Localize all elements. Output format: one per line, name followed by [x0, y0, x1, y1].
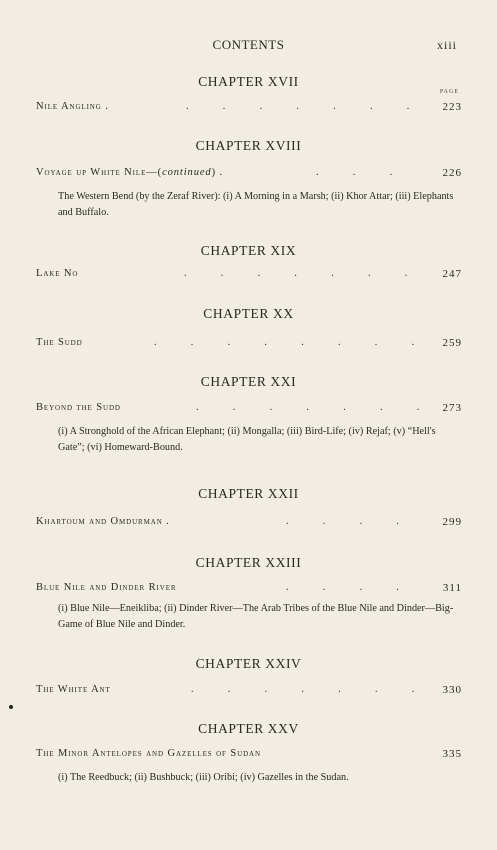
entry-title: Blue Nile and Dinder River — [36, 582, 177, 593]
chapter-heading: CHAPTER XIX — [200, 243, 297, 258]
chapter-heading: CHAPTER XXI — [200, 374, 297, 389]
entry-page-number: 223 — [442, 101, 462, 113]
toc-entry[interactable] — [36, 268, 462, 284]
entry-page-number: 273 — [442, 402, 462, 414]
chapter-heading: CHAPTER XXIII — [195, 555, 302, 570]
leader-dots: . . . — [316, 167, 393, 178]
toc-entry[interactable] — [36, 337, 462, 353]
chapter-heading: CHAPTER XVII — [198, 74, 299, 89]
entry-title: Voyage up White Nile—(continued) . — [36, 167, 224, 178]
running-header-title: CONTENTS — [212, 37, 285, 52]
chapter-description: The Western Bend (by the Zeraf River): (i) A Morning in a Marsh; (ii) Khor Attar; (iii) Elephants and Buffalo. — [58, 191, 454, 218]
entry-title: Khartoum and Omdurman . — [36, 516, 170, 527]
entry-title: The Sudd — [36, 337, 83, 348]
leader-dots: . . . . . . . — [196, 402, 421, 413]
entry-page-number: 299 — [442, 516, 462, 528]
entry-page-number: 259 — [442, 337, 462, 349]
entry-title: Nile Angling . — [36, 101, 109, 112]
chapter-heading: CHAPTER XVIII — [195, 138, 302, 153]
entry-title: Lake No — [36, 268, 79, 279]
entry-page-number: 226 — [442, 167, 462, 179]
chapter-heading: CHAPTER XX — [203, 306, 294, 321]
running-header-page-number: xiii — [436, 38, 457, 52]
leader-dots: . . . . . . . — [184, 268, 409, 279]
toc-entry[interactable] — [36, 167, 462, 183]
entry-title: The White Ant — [36, 684, 111, 695]
chapter-heading: CHAPTER XXIV — [195, 656, 302, 671]
entry-page-number: 311 — [442, 582, 462, 594]
leader-dots: . . . . . . . — [191, 684, 416, 695]
entry-title: The Minor Antelopes and Gazelles of Sudan — [36, 748, 261, 759]
ink-speck — [9, 705, 13, 709]
leader-dots: . . . . . . . — [186, 101, 411, 112]
leader-dots: . . . . . . . . — [154, 337, 415, 348]
toc-entry[interactable] — [36, 516, 462, 532]
toc-entry[interactable] — [36, 684, 462, 700]
leader-dots: . . . . — [286, 582, 400, 593]
chapter-description: (i) The Reedbuck; (ii) Bushbuck; (iii) Oribi; (iv) Gazelles in the Sudan. — [58, 772, 349, 783]
toc-entry[interactable] — [36, 582, 462, 598]
entry-title: Beyond the Sudd — [36, 402, 121, 413]
page-column-label: PAGE — [439, 89, 459, 95]
entry-page-number: 247 — [442, 268, 462, 280]
leader-dots: . . . . — [286, 516, 400, 527]
chapter-heading: CHAPTER XXV — [198, 721, 299, 736]
chapter-description: (i) A Stronghold of the African Elephant; (ii) Mongalla; (iii) Bird-Life; (iv) Rejaf; (v) “Hell's Gate”; (vi) Homeward-Bound. — [58, 426, 436, 453]
entry-page-number: 335 — [442, 748, 462, 760]
chapter-heading: CHAPTER XXII — [198, 486, 299, 501]
toc-entry[interactable] — [36, 101, 462, 117]
toc-entry[interactable] — [36, 402, 462, 418]
entry-page-number: 330 — [442, 684, 462, 696]
toc-entry[interactable] — [36, 748, 462, 764]
chapter-description: (i) Blue Nile—Eneikliba; (ii) Dinder River—The Arab Tribes of the Blue Nile and Dinder—Big-Game of Blue Nile and Dinder. — [58, 603, 454, 630]
